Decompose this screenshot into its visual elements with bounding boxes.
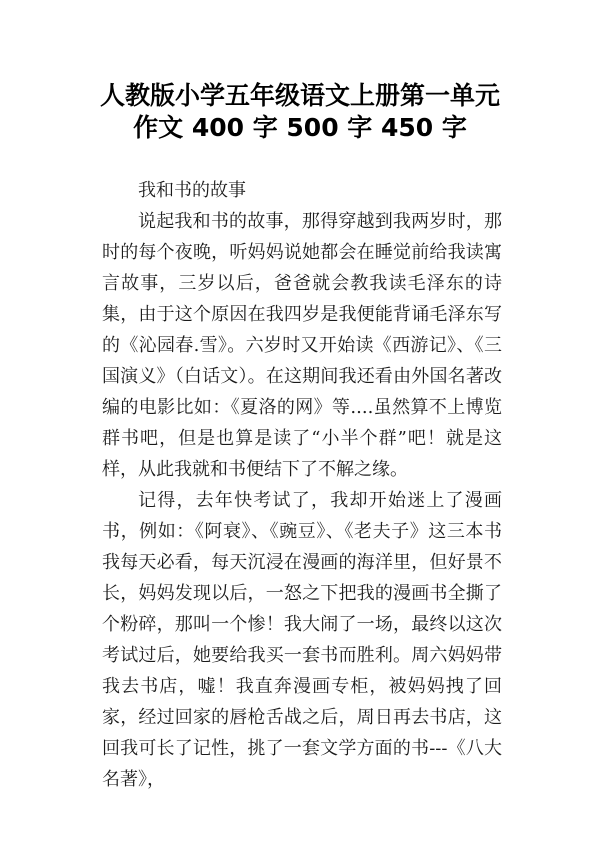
document-title <box>0 80 600 144</box>
title-line-1: 人教版小学五年级语文上册第一单元 <box>99 81 500 110</box>
title-line-2: 作文 400 字 500 字 450 字 <box>133 113 467 142</box>
paragraph-1: 说起我和书的故事，那得穿越到我两岁时，那时的每个夜晚，听妈妈说她都会在睡觉前给我读寓言故事，三岁以后，爸爸就会教我读毛泽东的诗集，由于这个原因在我四岁是我便能背诵毛泽东写的《沁园春.雪》。六岁时又开始读《西游记》、《三国演义》（白话文）。在这期间我还看由外国名著改编的电影比如：《夏洛的网》等....虽然算不上博览群书吧，但是也算是读了“小半个群”吧！就是这样，从此我就和书便结下了不解之缘。 <box>102 211 502 480</box>
document-body <box>102 175 502 795</box>
essay-subheading: 我和书的故事 <box>138 180 246 201</box>
paragraph-2: 记得，去年快考试了，我却开始迷上了漫画书，例如：《阿衰》、《豌豆》、《老夫子》这三本书我每天必看，每天沉浸在漫画的海洋里，但好景不长，妈妈发现以后，一怒之下把我的漫画书全撕了个粉碎，那叫一个惨！我大闹了一场，最终以这次考试过后，她要给我买一套书而胜利。周六妈妈带我去书店，嘘！我直奔漫画专柜，被妈妈拽了回家，经过回家的唇枪舌战之后，周日再去书店，这回我可长了记性，挑了一套文学方面的书---《八大名著》， <box>102 490 502 790</box>
